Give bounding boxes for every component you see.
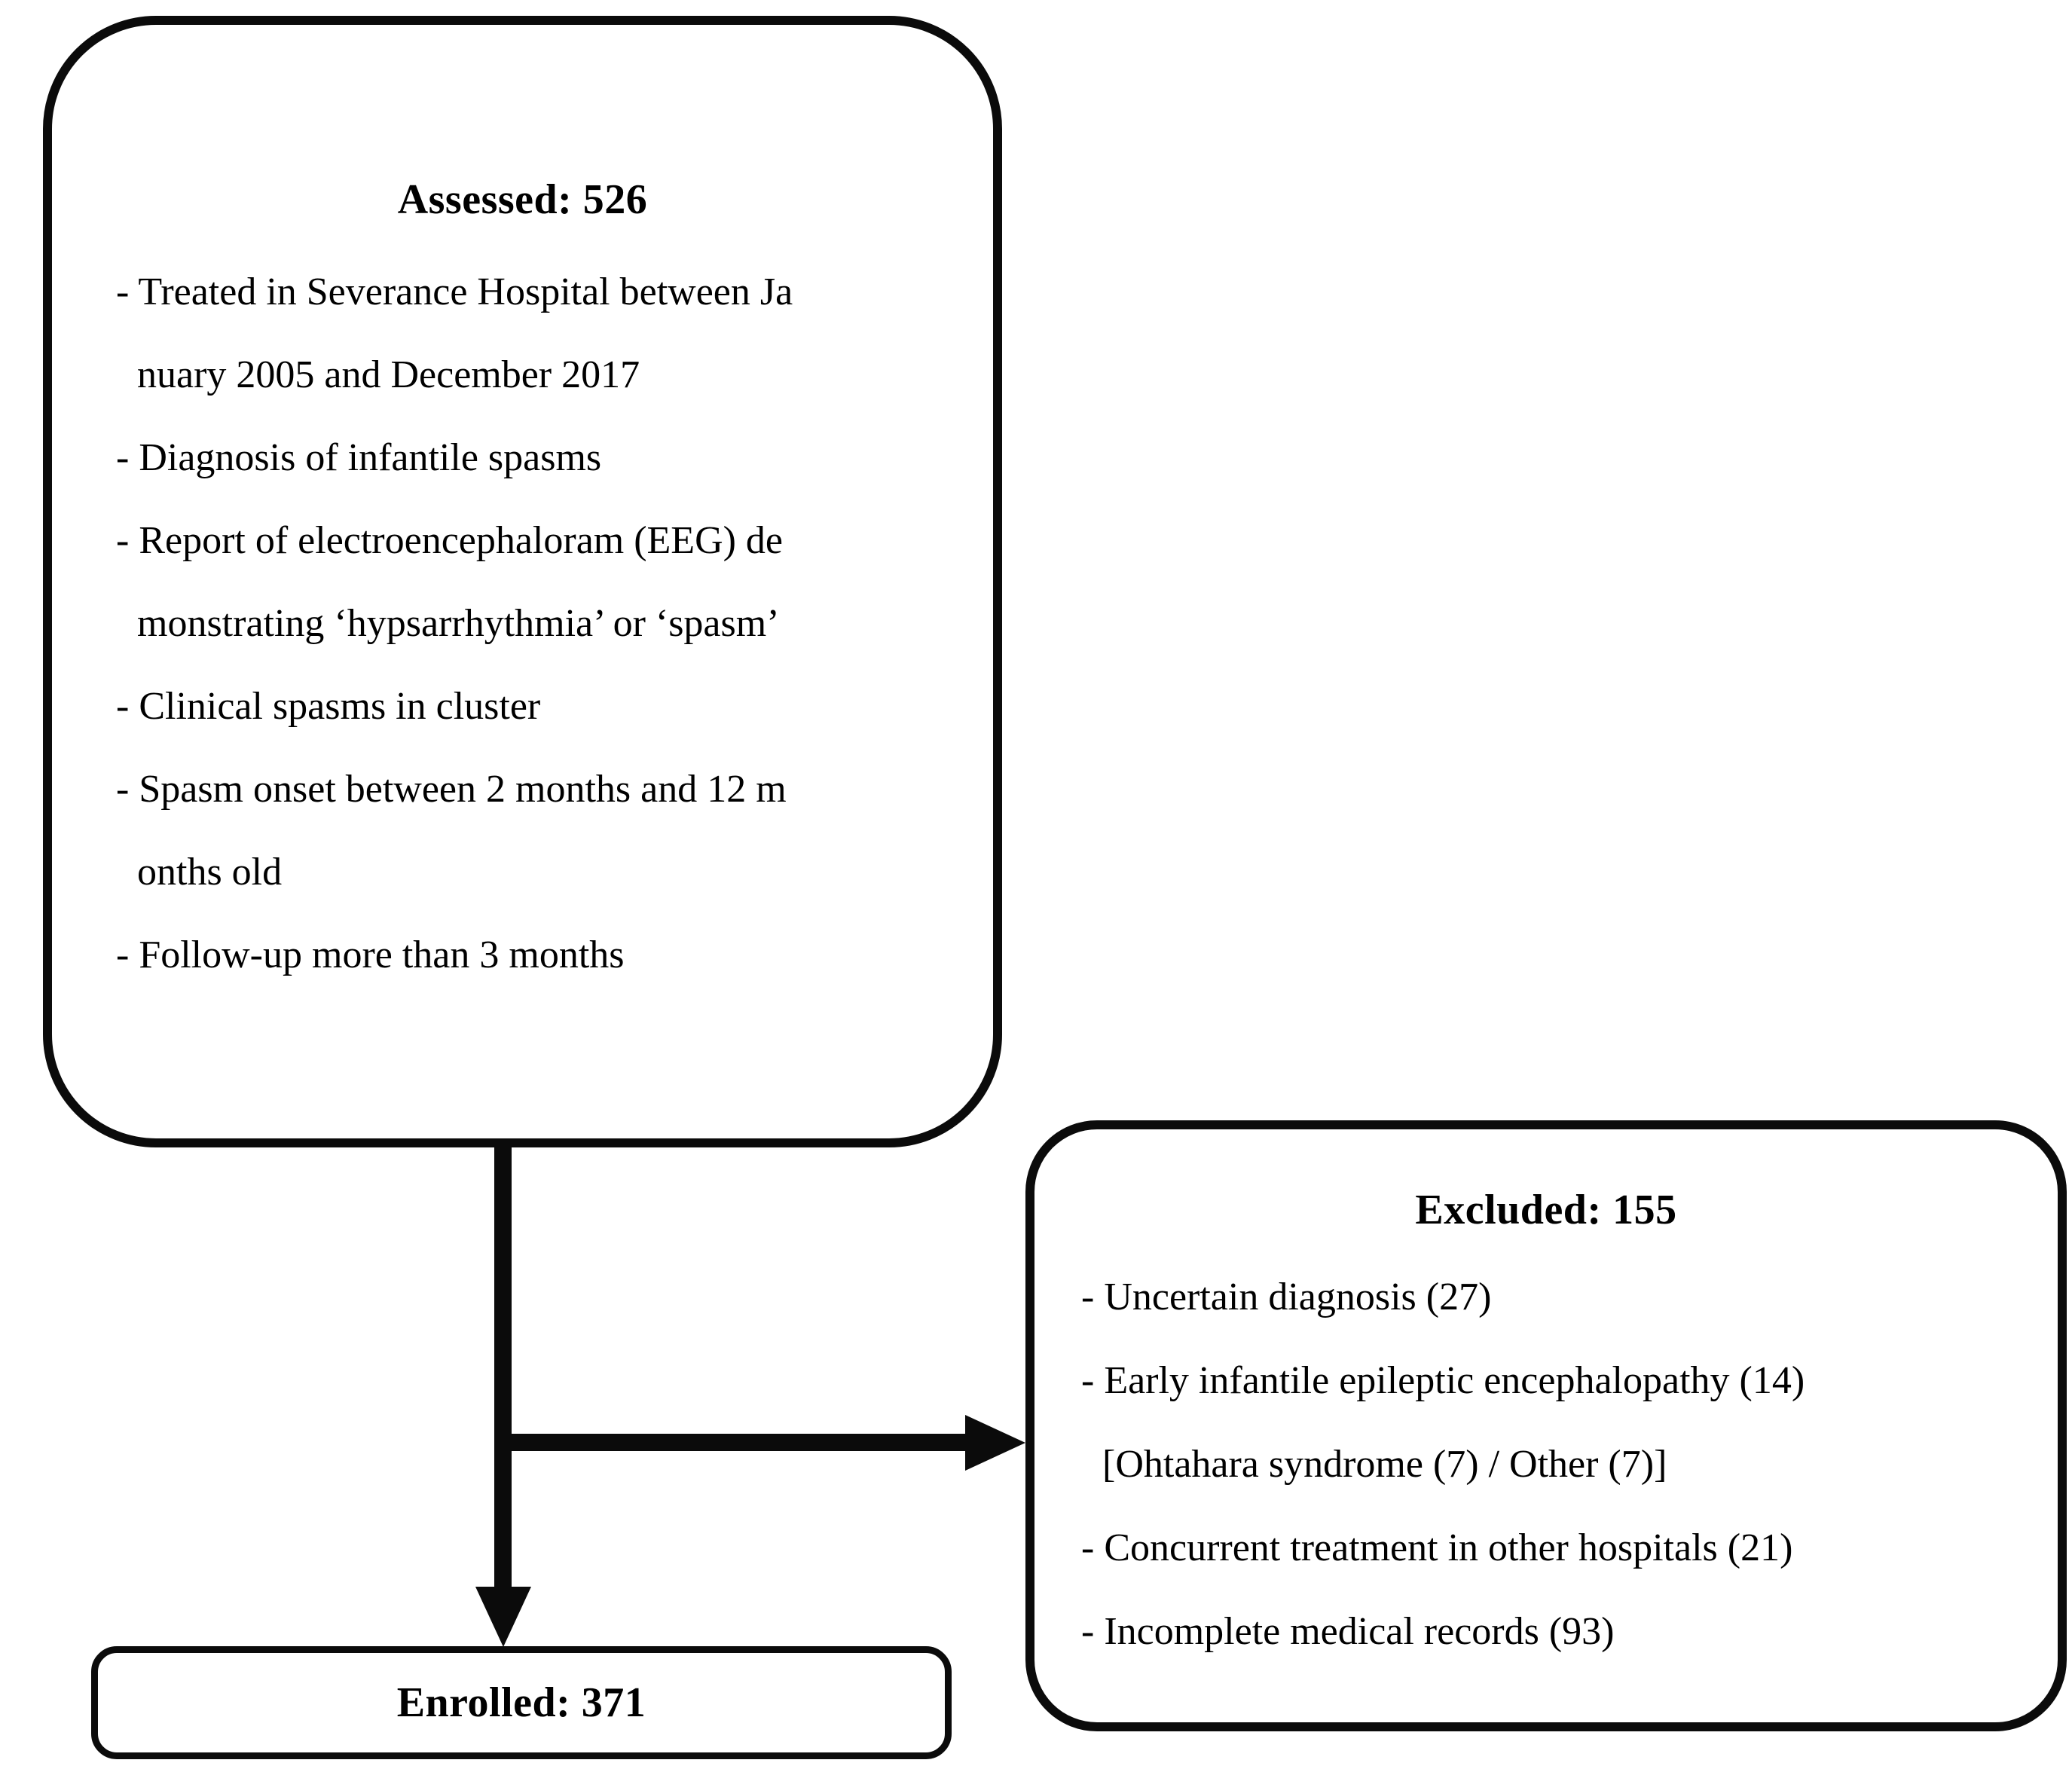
list-line: - Early infantile epileptic encephalopathy (14) — [1081, 1359, 1805, 1402]
list-line: - Uncertain diagnosis (27) — [1081, 1276, 1492, 1318]
right-arrow-shaft — [503, 1434, 967, 1451]
list-line: - Follow-up more than 3 months — [116, 933, 625, 976]
list-line: - Concurrent treatment in other hospitals (21) — [1081, 1526, 1793, 1569]
excluded-box — [1025, 1120, 2067, 1731]
list-line: - Treated in Severance Hospital between Ja — [116, 270, 793, 313]
down-arrow-shaft — [494, 1144, 512, 1588]
list-line: [Ohtahara syndrome (7) / Other (7)] — [1102, 1443, 1667, 1486]
excluded-title: Excluded: 155 — [1415, 1187, 1677, 1233]
assessed-criteria-list — [116, 251, 955, 997]
assessed-box — [43, 16, 1002, 1147]
enrolled-box — [91, 1646, 952, 1759]
list-line: - Diagnosis of infantile spasms — [116, 436, 602, 479]
list-line: - Incomplete medical records (93) — [1081, 1610, 1615, 1653]
assessed-title: Assessed: 526 — [397, 176, 648, 223]
list-line: monstrating ‘hypsarrhythmia’ or ‘spasm’ — [137, 602, 780, 645]
right-arrow-icon — [965, 1415, 1025, 1471]
enrolled-title: Enrolled: 371 — [396, 1679, 646, 1726]
list-line: - Clinical spasms in cluster — [116, 685, 541, 728]
list-line: - Report of electroencephaloram (EEG) de — [116, 519, 784, 562]
list-line: - Spasm onset between 2 months and 12 m — [116, 768, 787, 811]
down-arrow-icon — [475, 1587, 531, 1647]
list-line: nuary 2005 and December 2017 — [137, 353, 640, 396]
excluded-reasons-list — [1081, 1255, 2028, 1673]
list-line: onths old — [137, 851, 283, 894]
